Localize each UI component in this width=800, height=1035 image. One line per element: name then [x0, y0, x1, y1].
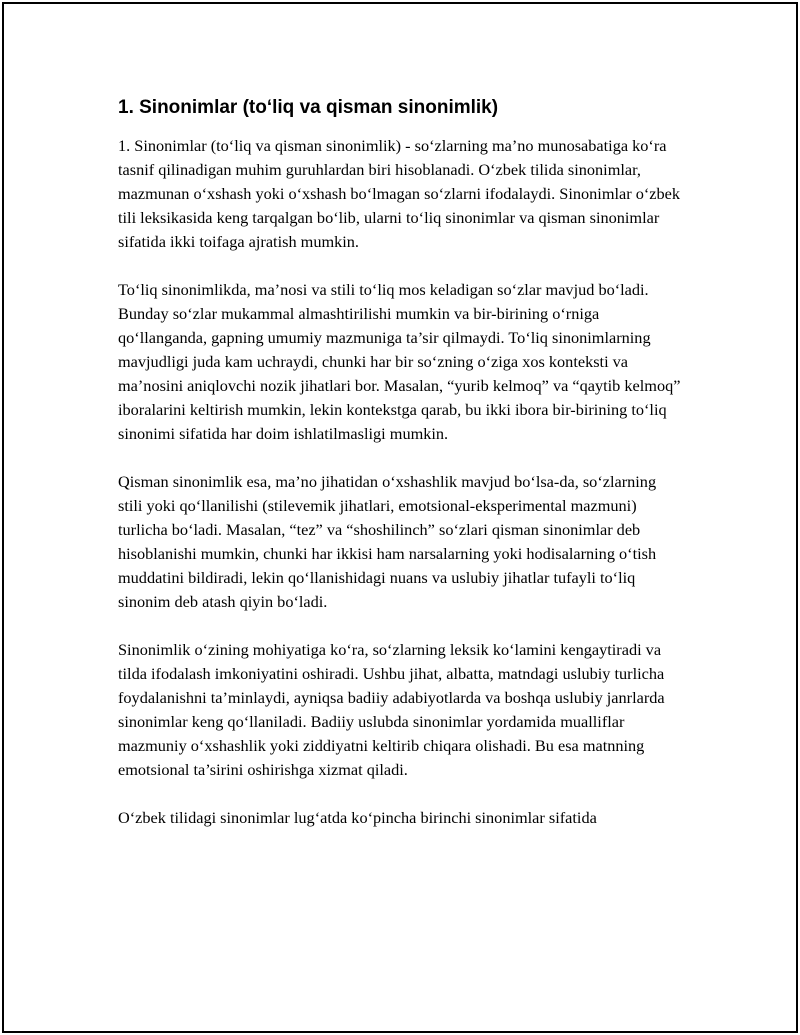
- paragraph-5: O‘zbek tilidagi sinonimlar lug‘atda ko‘pincha birinchi sinonimlar sifatida: [118, 808, 597, 827]
- document-title: 1. Sinonimlar (to‘liq va qisman sinonimlik): [118, 97, 499, 118]
- paragraph-4: Sinonimlik o‘zining mohiyatiga ko‘ra, so‘zlarning leksik ko‘lamini kengaytiradi va tilda ifodalash imkoniyatini oshiradi. Ushbu jihat, albatta, matndagi uslubiy turlicha foydalanishni ta’minlaydi, ayniqsa badiiy adabiyotlarda va boshqa uslubiy janrlarda sinonimlar keng qo‘llaniladi. Badiiy uslubda sinonimlar yordamida mualliflar mazmuniy o‘xshashlik yoki ziddiyatni keltirib chiqara olishadi. Bu esa matnning emotsional ta’sirini oshirishga xizmat qiladi.: [118, 640, 665, 779]
- document-body: [118, 96, 684, 854]
- paragraph-3: Qisman sinonimlik esa, ma’no jihatidan o‘xshashlik mavjud bo‘lsa-da, so‘zlarning stili yoki qo‘llanilishi (stilevemik jihatlari, emotsional-eksperimental mazmuni) turlicha bo‘ladi. Masalan, “tez” va “shoshilinch” so‘zlari qisman sinonimlar deb hisoblanishi mumkin, chunki har ikkisi ham narsalarning yoki hodisalarning o‘tish muddatini bildiradi, lekin qo‘llanishidagi nuans va uslubiy jihatlar tufayli to‘liq sinonim deb atash qiyin bo‘ladi.: [118, 472, 657, 611]
- paragraph-1: 1. Sinonimlar (to‘liq va qisman sinonimlik) - so‘zlarning ma’no munosabatiga ko‘ra tasnif qilinadigan muhim guruhlardan biri hisoblanadi. O‘zbek tilida sinonimlar, mazmunan o‘xshash yoki o‘xshash bo‘lmagan so‘zlarni ifodalaydi. Sinonimlar o‘zbek tili leksikasida keng tarqalgan bo‘lib, ularni to‘liq sinonimlar va qisman sinonimlar sifatida ikki toifaga ajratish mumkin.: [118, 136, 681, 251]
- paragraph-2: To‘liq sinonimlikda, ma’nosi va stili to‘liq mos keladigan so‘zlar mavjud bo‘ladi. Bunday so‘zlar mukammal almashtirilishi mumkin va bir-birining o‘rniga qo‘llanganda, gapning umumiy mazmuniga ta’sir qilmaydi. To‘liq sinonimlarning mavjudligi juda kam uchraydi, chunki har bir so‘zning o‘ziga xos konteksti va ma’nosini aniqlovchi nozik jihatlari bor. Masalan, “yurib kelmoq” va “qaytib kelmoq” iboralarini keltirish mumkin, lekin kontekstga qarab, bu ikki ibora bir-birining to‘liq sinonimi sifatida har doim ishlatilmasligi mumkin.: [118, 280, 681, 443]
